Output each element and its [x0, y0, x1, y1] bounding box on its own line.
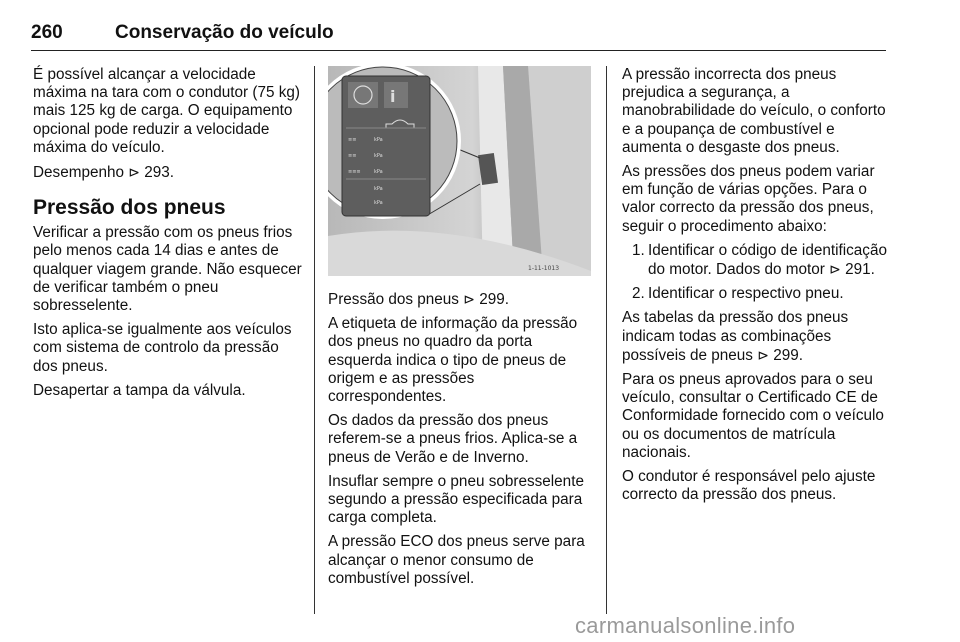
paragraph-eco-pressure: A pressão ECO dos pneus serve para alcançar o menor consumo de combustível possível.	[328, 533, 585, 587]
watermark: carmanualsonline.info	[575, 613, 796, 638]
svg-text:≡≡≡: ≡≡≡	[348, 169, 361, 175]
reference-arrow-icon: ⊳	[829, 261, 841, 278]
paragraph-performance-ref: Desempenho ⊳ 293.	[33, 164, 175, 182]
paragraph-procedure-intro: As pressões dos pneus podem variar em função de várias opções. Para o valor correcto da pressão dos pneus, seguir o procedimento abaixo:	[622, 163, 875, 235]
section-heading: Pressão dos pneus	[33, 196, 226, 220]
svg-text:i: i	[390, 87, 396, 106]
list-item: 1. Identificar o código de identificação do motor. Dados do motor ⊳ 291.	[632, 241, 887, 279]
door-frame-illustration	[328, 66, 591, 276]
svg-text:kPa: kPa	[374, 137, 383, 143]
paragraph-valve-cap: Desapertar a tampa da válvula.	[33, 381, 246, 399]
page-link[interactable]: 291.	[845, 261, 875, 279]
paragraph-pressure-tables: As tabelas da pressão dos pneus indicam todas as combinações possíveis de pneus ⊳ 299.	[622, 309, 849, 364]
svg-text:≡≡: ≡≡	[348, 153, 357, 159]
reference-arrow-icon: ⊳	[463, 291, 475, 307]
svg-text:1-11-1013: 1-11-1013	[528, 265, 560, 272]
svg-text:kPa: kPa	[374, 153, 383, 159]
chapter-title: Conservação do veículo	[115, 22, 334, 43]
figure-caption: Pressão dos pneus ⊳ 299.	[328, 291, 509, 308]
page-link[interactable]: 299.	[479, 291, 509, 308]
list-item: 2. Identificar o respectivo pneu.	[632, 285, 844, 303]
svg-text:kPa: kPa	[374, 169, 383, 175]
svg-text:≡≡: ≡≡	[348, 137, 357, 143]
paragraph-driver-responsibility: O condutor é responsável pelo ajuste correcto da pressão dos pneus.	[622, 468, 876, 504]
paragraph-approved-tyres: Para os pneus aprovados para o seu veículo, consultar o Certificado CE de Conformidade fornecido com o veículo ou os documentos de matrícula nacionais.	[622, 371, 884, 461]
reference-arrow-icon: ⊳	[757, 346, 769, 363]
page-link[interactable]: 299.	[773, 346, 803, 364]
tyre-pressure-label-figure	[328, 66, 591, 276]
page-link[interactable]: 293.	[144, 164, 175, 182]
column-middle	[328, 66, 592, 594]
paragraph-cold-tyres: Os dados da pressão dos pneus referem-se a pneus frios. Aplica-se a pneus de Verão e de Inverno.	[328, 412, 578, 466]
column-right	[622, 66, 888, 510]
svg-text:kPa: kPa	[374, 186, 383, 192]
paragraph-spare-tyre: Insuflar sempre o pneu sobresselente segundo a pressão especificada para carga completa.	[328, 472, 584, 527]
paragraph-monitoring-system: Isto aplica-se igualmente aos veículos com sistema de controlo da pressão dos pneus.	[33, 321, 292, 375]
paragraph-check-pressure: Verificar a pressão com os pneus frios pelo menos cada 14 dias e antes de qualquer viagem grande. Não esquecer de verificar também o pneu sobresselente.	[33, 224, 302, 315]
page-header	[31, 16, 886, 51]
svg-text:kPa: kPa	[374, 200, 383, 206]
paragraph-max-speed: É possível alcançar a velocidade máxima na tara com o condutor (75 kg) mais 125 kg de carga. O equipamento opcional pode reduzir a velocidade máxima do veículo.	[33, 66, 300, 156]
page-number: 260	[31, 22, 63, 43]
paragraph-label-info: A etiqueta de informação da pressão dos pneus no quadro da porta esquerda indica o tipo de pneus de origem e as pressões correspondentes.	[328, 315, 578, 406]
column-divider	[606, 66, 607, 614]
paragraph-incorrect-pressure: A pressão incorrecta dos pneus prejudica a segurança, a manobrabilidade do veículo, o conforto e a poupança de combustível e aumenta o desgaste dos pneus.	[622, 66, 886, 156]
column-divider	[314, 66, 315, 614]
reference-arrow-icon: ⊳	[128, 164, 140, 181]
column-left	[33, 66, 303, 406]
